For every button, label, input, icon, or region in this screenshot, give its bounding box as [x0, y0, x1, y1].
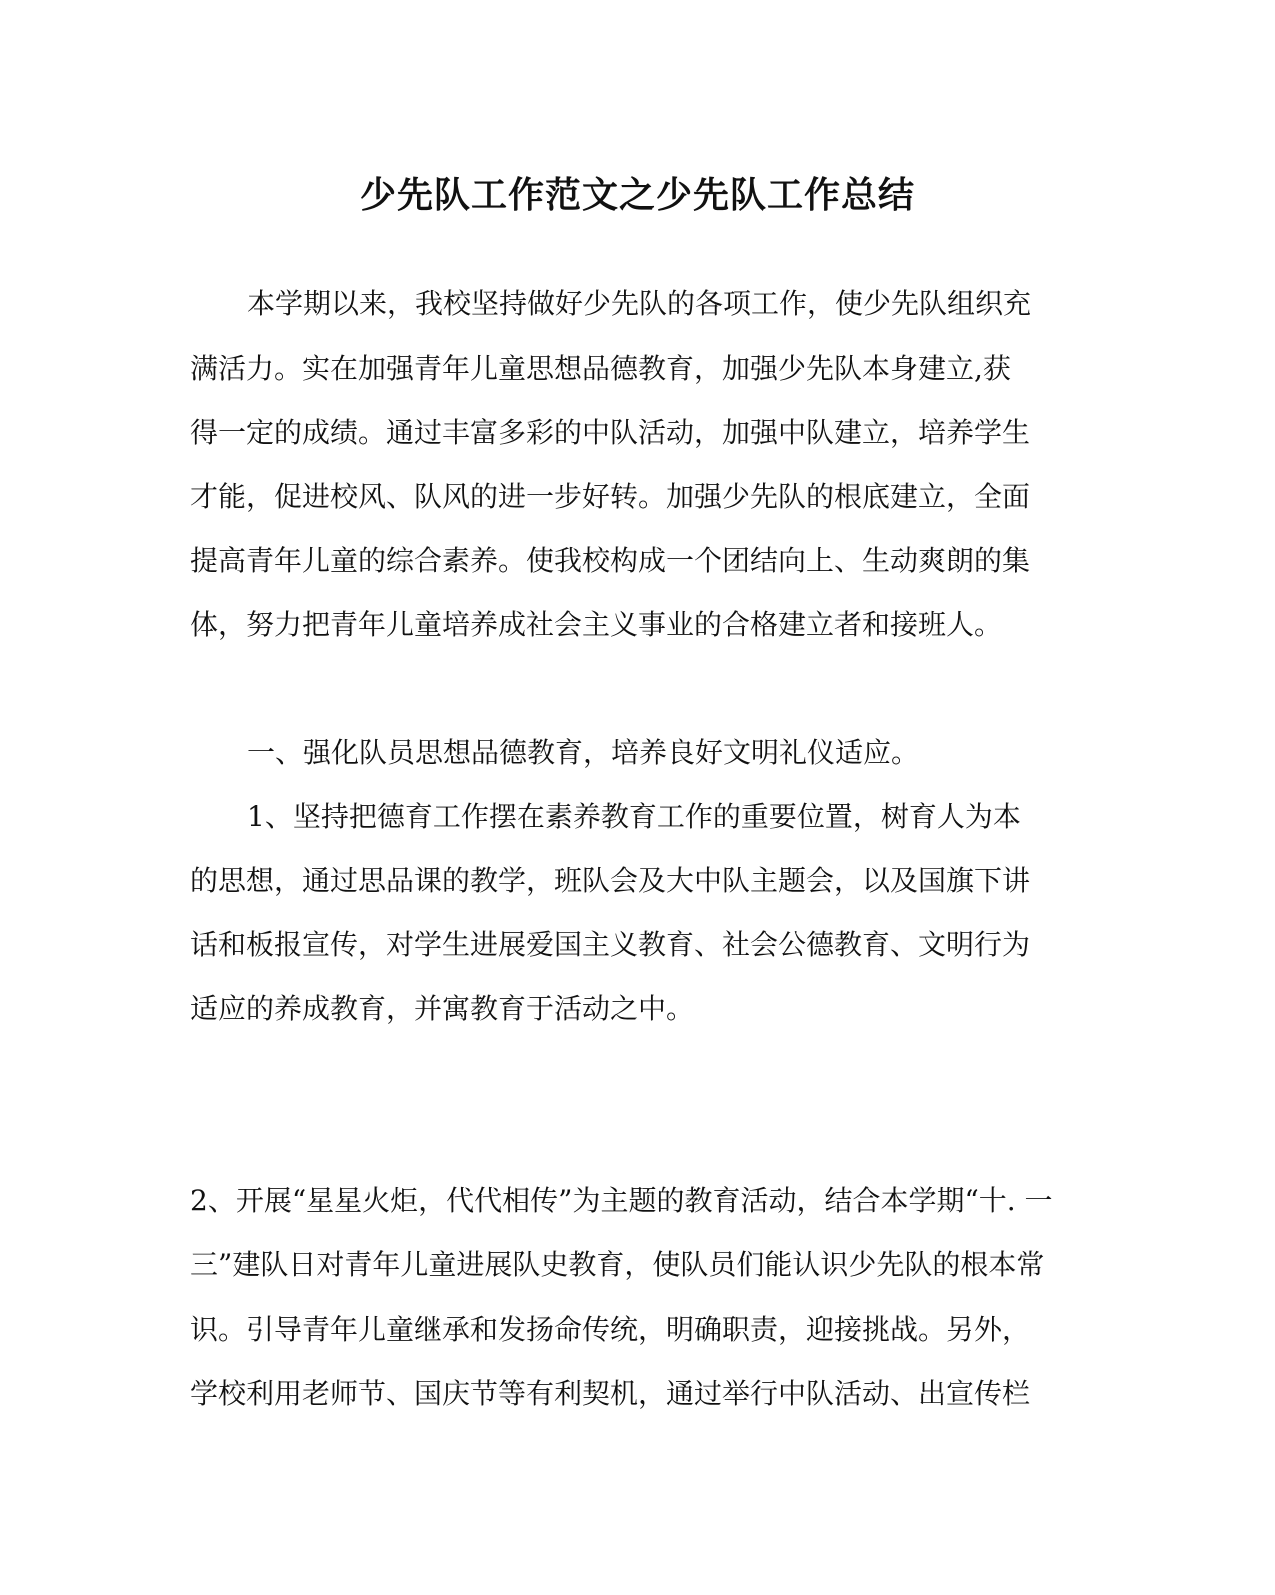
item-2-line-4: 学校利用老师节、国庆节等有利契机，通过举行中队活动、出宣传栏	[190, 1377, 1031, 1410]
item-1-line-3: 话和板报宣传，对学生进展爱国主义教育、社会公德教育、文明行为	[190, 928, 1031, 961]
section-1-heading: 一、强化队员思想品德教育，培养良好文明礼仪适应。	[247, 736, 920, 769]
document-title: 少先队工作范文之少先队工作总结	[359, 174, 915, 216]
paragraph-1-line-3: 得一定的成绩。通过丰富多彩的中队活动，加强中队建立，培养学生	[190, 416, 1031, 449]
item-2-line-1: 2、开展“星星火炬，代代相传”为主题的教育活动，结合本学期“十. 一	[190, 1184, 1053, 1217]
paragraph-1-line-5: 提高青年儿童的综合素养。使我校构成一个团结向上、生动爽朗的集	[190, 544, 1031, 577]
paragraph-1-line-4: 才能，促进校风、队风的进一步好转。加强少先队的根底建立，全面	[190, 480, 1031, 513]
item-2-line-3: 识。引导青年儿童继承和发扬命传统，明确职责，迎接挑战。另外，	[190, 1313, 1031, 1346]
item-1-line-2: 的思想，通过思品课的教学，班队会及大中队主题会，以及国旗下讲	[190, 864, 1031, 897]
item-2-line-2: 三”建队日对青年儿童进展队史教育，使队员们能认识少先队的根本常	[190, 1248, 1045, 1281]
paragraph-1-line-2: 满活力。实在加强青年儿童思想品德教育，加强少先队本身建立,获	[190, 352, 1011, 385]
paragraph-1-line-6: 体，努力把青年儿童培养成社会主义事业的合格建立者和接班人。	[190, 608, 1003, 641]
paragraph-1-line-1: 本学期以来，我校坚持做好少先队的各项工作，使少先队组织充	[247, 287, 1032, 320]
item-1-line-4: 适应的养成教育，并寓教育于活动之中。	[190, 992, 695, 1025]
item-1-line-1: 1、坚持把德育工作摆在素养教育工作的重要位置，树育人为本	[247, 800, 1021, 833]
